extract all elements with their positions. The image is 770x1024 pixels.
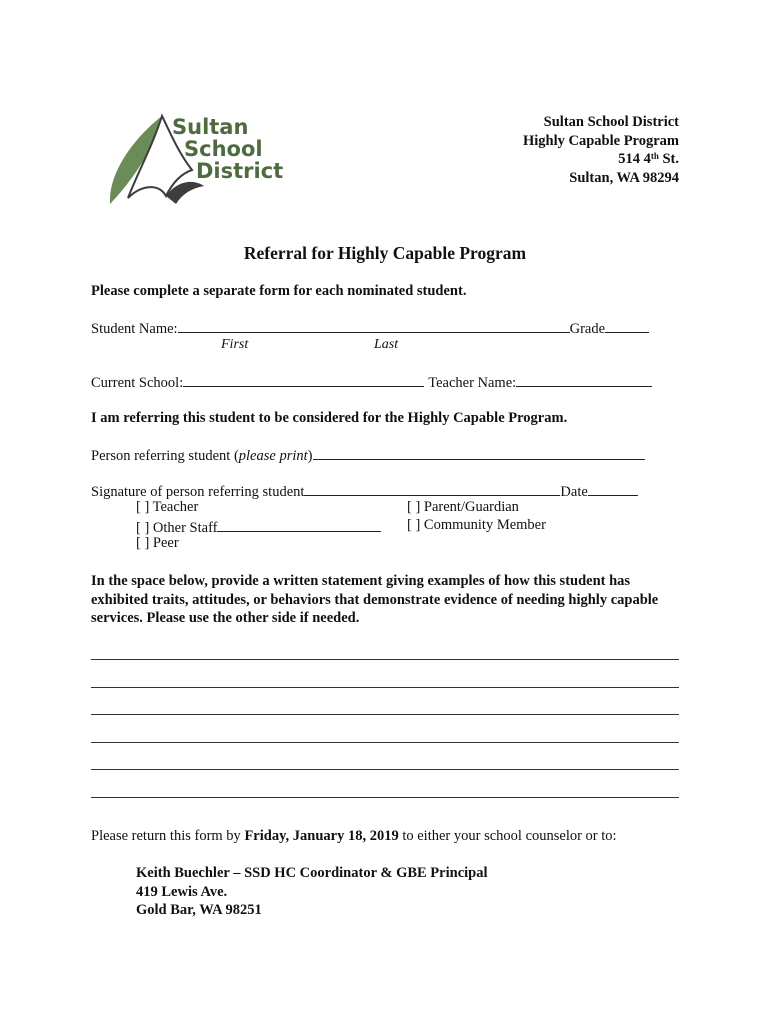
person-referring-label: Person referring student ( [91, 448, 239, 464]
last-name-caption: Last [374, 337, 399, 352]
return-instruction [91, 828, 617, 845]
return-text-pre: Please return this form by [91, 828, 245, 844]
statement-line[interactable] [91, 659, 679, 660]
logo-text-2: School [184, 137, 263, 161]
person-referring-close: ) [307, 448, 313, 464]
form-title: Referral for Highly Capable Program [243, 243, 527, 263]
date-field[interactable] [588, 481, 638, 496]
school-teacher-row [91, 372, 652, 392]
option-other-staff[interactable]: [ ] Other Staff [136, 520, 218, 536]
signature-label: Signature of person referring student [91, 484, 305, 500]
student-name-label: Student Name: [91, 321, 178, 337]
statement-line[interactable] [91, 769, 679, 770]
teacher-name-label: Teacher Name: [428, 375, 517, 391]
date-label: Date [560, 484, 588, 500]
contact-block [136, 864, 488, 920]
return-text-post: to either your school counselor or to: [398, 828, 617, 844]
grade-label: Grade [569, 321, 606, 337]
person-referring-row [91, 445, 645, 465]
option-teacher[interactable]: [ ] Teacher [136, 499, 199, 515]
logo-text-3: District [196, 159, 284, 183]
district-logo [100, 112, 310, 212]
option-parent-guardian[interactable]: [ ] Parent/Guardian [407, 499, 519, 515]
address-line-2: Highly Capable Program [522, 132, 679, 149]
option-other-staff-row [136, 517, 381, 537]
address-line-3 [523, 150, 679, 169]
signature-field[interactable] [304, 481, 560, 496]
contact-name: Keith Buechler – SSD HC Coordinator & GBE Principal [136, 865, 488, 881]
current-school-label: Current School: [91, 375, 184, 391]
address-street-number: 514 4 [618, 151, 651, 167]
address-street-suffix: St. [658, 151, 679, 167]
address-line-1: Sultan School District [543, 114, 679, 130]
current-school-field[interactable] [183, 372, 424, 387]
address-line-4: Sultan, WA 98294 [569, 169, 679, 186]
contact-street: 419 Lewis Ave. [136, 883, 228, 900]
district-address [523, 113, 679, 187]
logo-text-1: Sultan [172, 115, 249, 139]
teacher-name-field[interactable] [516, 372, 652, 387]
other-staff-field[interactable] [217, 517, 381, 532]
logo-leaf-icon [100, 112, 310, 212]
address-ordinal: th [650, 151, 659, 161]
statement-line[interactable] [91, 742, 679, 743]
contact-city: Gold Bar, WA 98251 [136, 902, 262, 918]
student-name-field[interactable] [178, 318, 570, 333]
statement-prompt: In the space below, provide a written statement giving examples of how this student has exhibited traits, attitudes, or behaviors that demonstrate evidence of needing highly capable services. Please use the other side if needed. [91, 573, 659, 626]
option-community-member[interactable]: [ ] Community Member [407, 517, 546, 533]
statement-line[interactable] [91, 687, 679, 688]
student-name-row [91, 318, 649, 338]
signature-row [91, 481, 638, 501]
form-instruction: Please complete a separate form for each nominated student. [91, 283, 467, 299]
statement-line[interactable] [91, 714, 679, 715]
referring-statement: I am referring this student to be considered for the Highly Capable Program. [91, 410, 568, 426]
statement-line[interactable] [91, 797, 679, 798]
grade-field[interactable] [605, 318, 649, 333]
person-referring-field[interactable] [313, 445, 645, 460]
return-deadline: Friday, January 18, 2019 [244, 828, 399, 844]
first-name-caption: First [221, 337, 249, 352]
please-print-note: please print [238, 448, 308, 464]
option-peer[interactable]: [ ] Peer [136, 535, 179, 551]
